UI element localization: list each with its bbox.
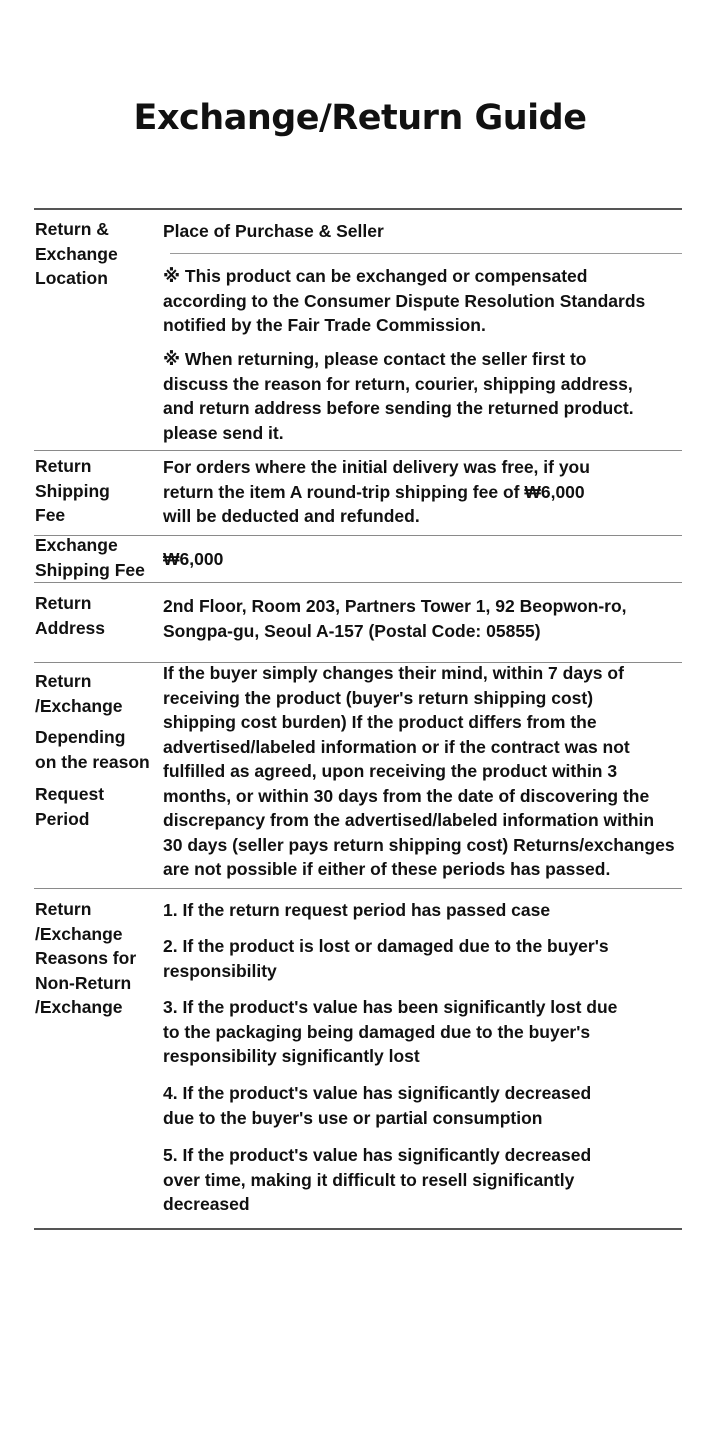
address-label: Return Address (35, 593, 106, 638)
location-place: Place of Purchase & Seller (163, 221, 384, 241)
period-label-1: Return /Exchange (35, 671, 123, 716)
non-return-item: 2. If the product is lost or damaged due to the buyer's responsibility (163, 936, 609, 981)
row-divider (34, 582, 682, 583)
page-title: Exchange/Return Guide (133, 98, 587, 138)
row-divider (34, 450, 682, 451)
return-fee-label: Return Shipping Fee (35, 456, 110, 525)
table-top-divider (34, 208, 682, 210)
location-label: Return & Exchange Location (35, 219, 118, 288)
period-label-3: Request Period (35, 784, 105, 829)
location-sub-divider (170, 253, 682, 254)
exchange-fee-value: ₩6,000 (163, 549, 224, 569)
non-return-label: Return /Exchange Reasons for Non-Return /Exchange (35, 899, 137, 1017)
period-value: If the buyer simply changes their mind, within 7 days of receiving the product (buyer's return shipping cost) shipping cost burden) If the product differs from the advertised/labeled information or if the contract was not fulfilled as agreed, upon receiving the product within 3 months, or within 30 days from the date of discovering the discrepancy from the advertised/labeled information within 30 days (seller pays return shipping cost) Returns/exchanges are not possible if either of these periods has passed. (163, 663, 675, 879)
non-return-item: 3. If the product's value has been significantly lost due to the packaging being damaged due to the buyer's responsibility significantly lost (163, 997, 618, 1066)
location-note-2: ※ When returning, please contact the seller first to discuss the reason for return, courier, shipping address, and return address before sending the returned product. please send it. (163, 349, 634, 443)
non-return-item: 1. If the return request period has passed case (163, 900, 551, 920)
exchange-fee-label: Exchange Shipping Fee (35, 535, 145, 580)
non-return-item: 4. If the product's value has significantly decreased due to the buyer's use or partial consumption (163, 1083, 592, 1128)
row-divider (34, 888, 682, 889)
period-label-2: Depending on the reason (35, 727, 150, 772)
location-note-1: ※ This product can be exchanged or compensated according to the Consumer Dispute Resolution Standards notified by the Fair Trade Commission. (163, 266, 646, 335)
return-fee-value: For orders where the initial delivery was free, if you return the item A round-trip shipping fee of ₩6,000 will be deducted and refunded. (163, 457, 590, 526)
non-return-item: 5. If the product's value has significantly decreased over time, making it difficult to resell significantly decreased (163, 1145, 592, 1214)
table-bottom-divider (34, 1228, 682, 1230)
address-value: 2nd Floor, Room 203, Partners Tower 1, 92 Beopwon-ro, Songpa-gu, Seoul A-157 (Postal Code: 05855) (163, 596, 627, 641)
